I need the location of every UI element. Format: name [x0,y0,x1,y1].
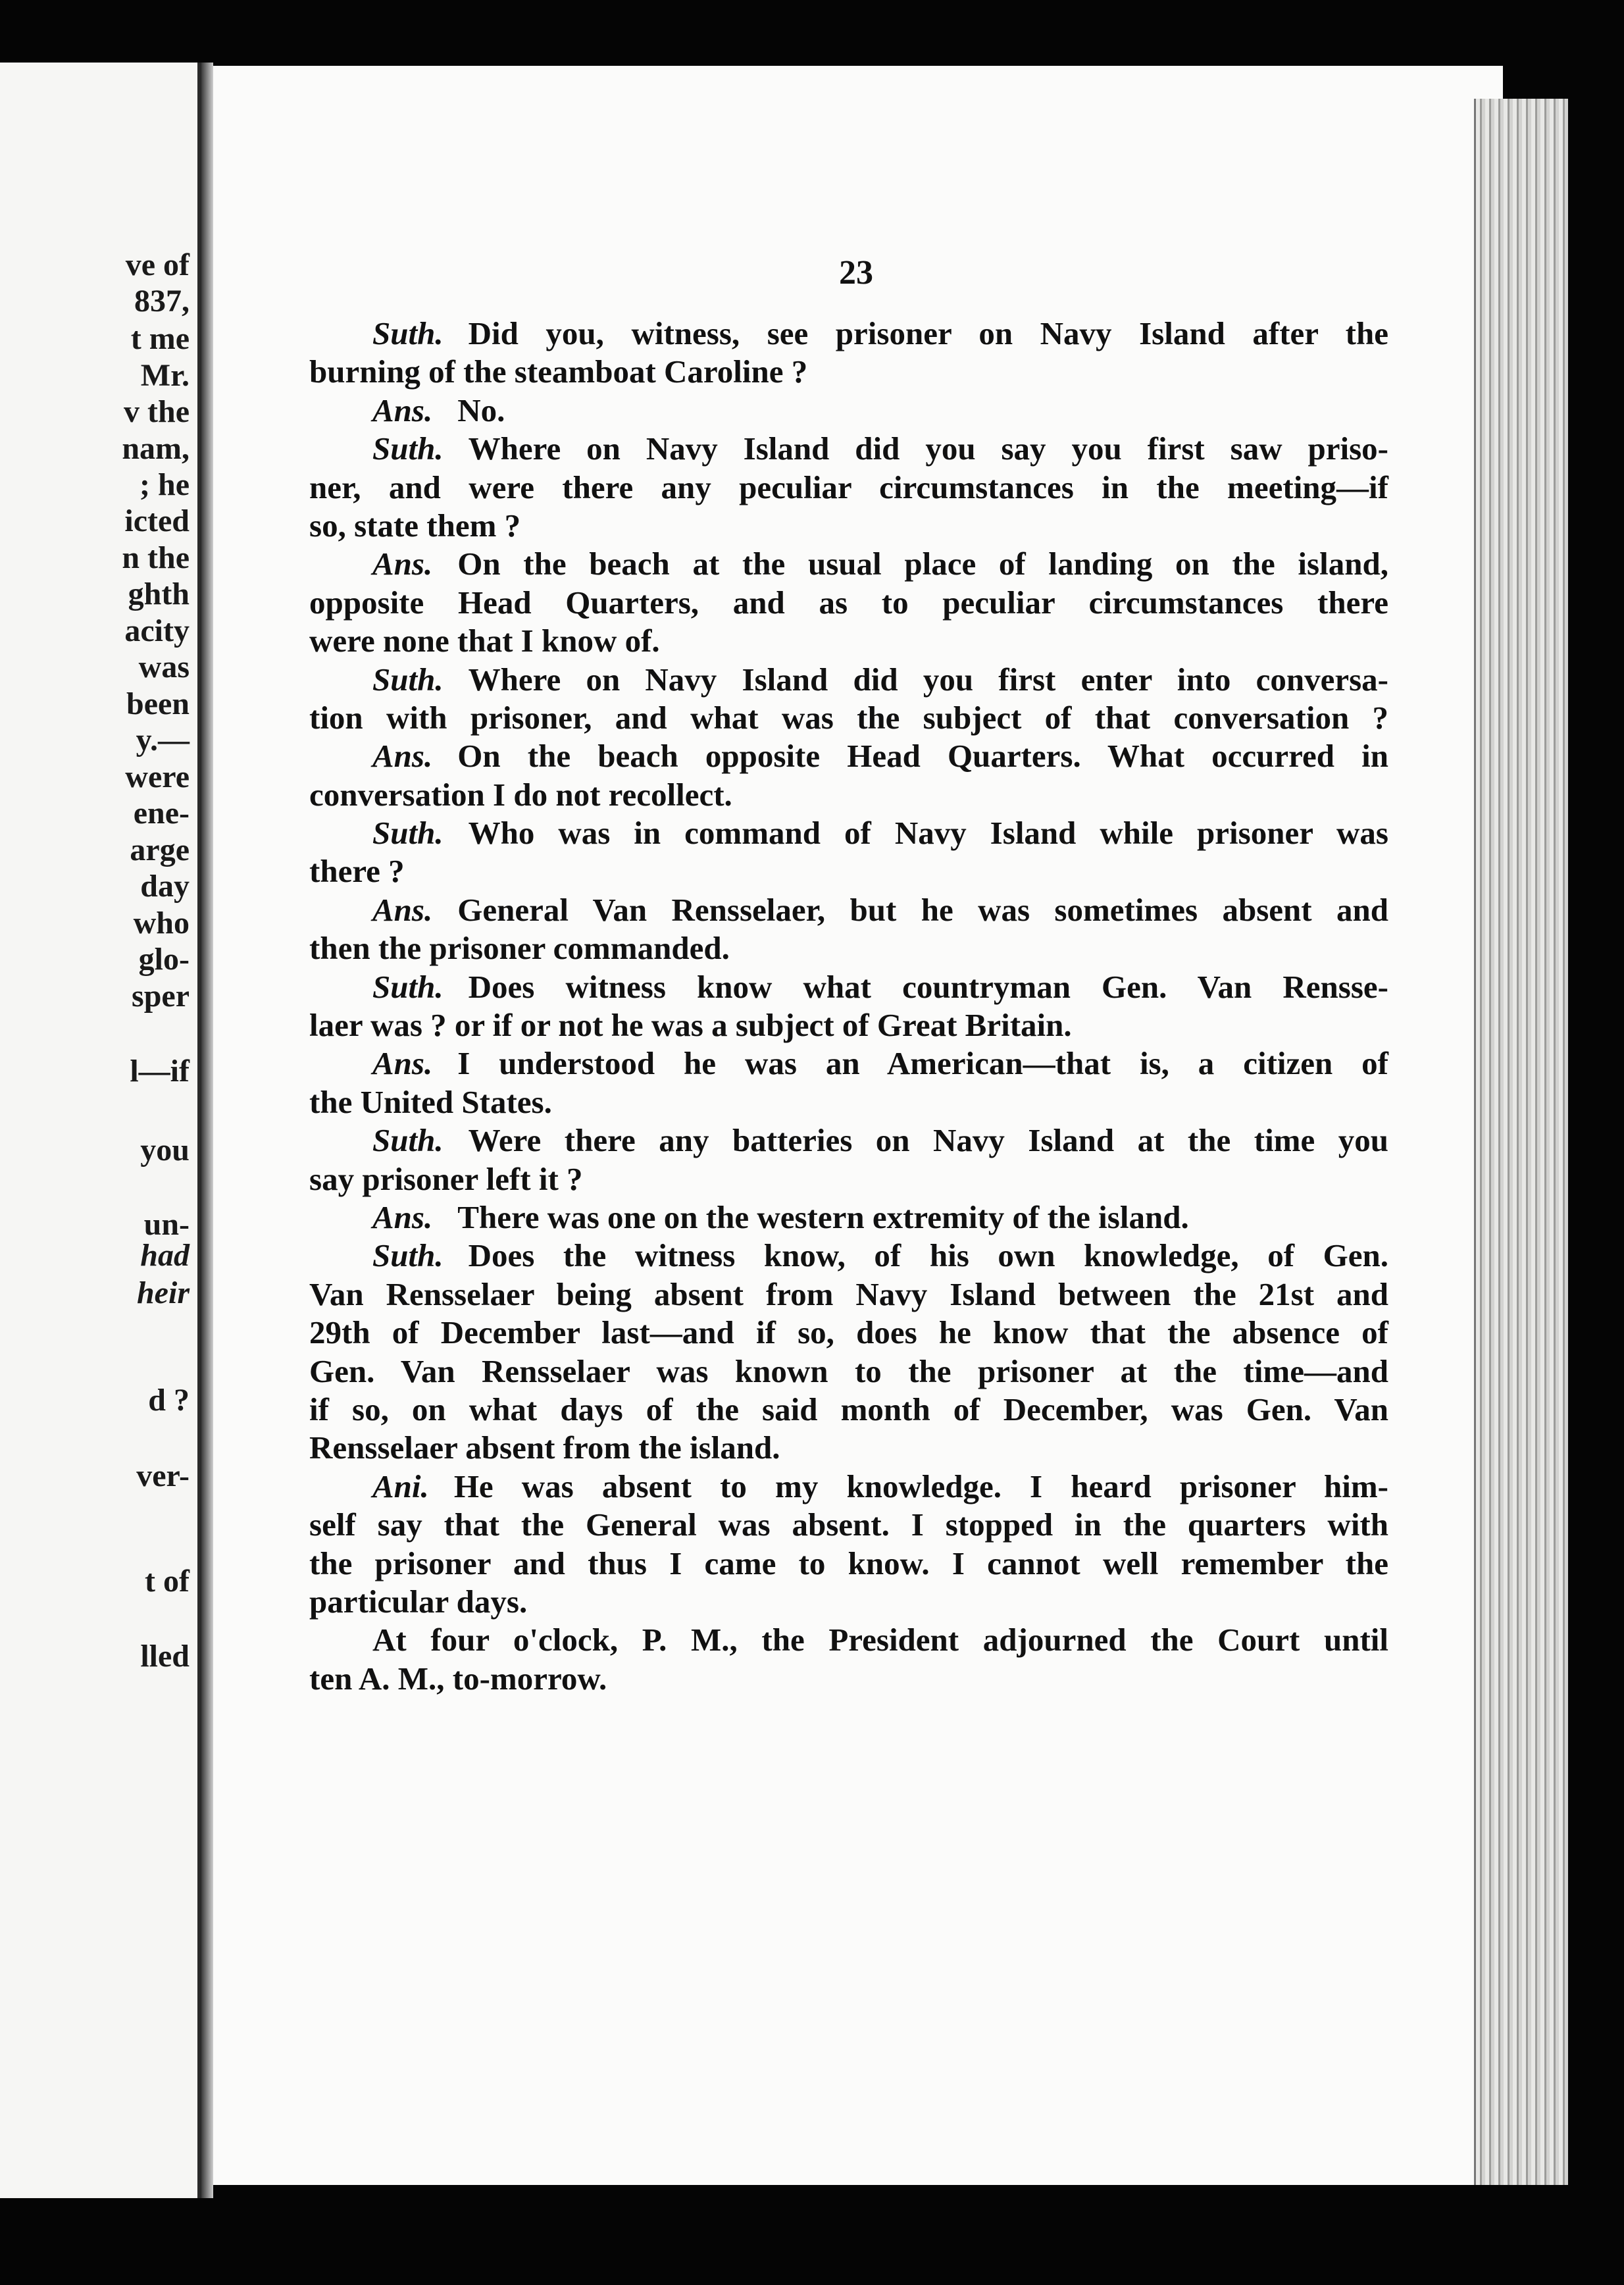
speaker-label: Suth. [372,968,444,1005]
page-text [309,315,1388,1698]
speaker-label: Ans. [372,546,433,582]
speaker-label: Suth. [372,1237,444,1274]
page-number: 23 [839,254,873,292]
speaker-label: Ans. [372,1198,433,1235]
text-line [309,776,1388,814]
text-line [309,814,1388,852]
line-text: the United States. [309,1083,552,1120]
line-text: Where on Navy Island did you first enter into conversa- [468,661,1388,698]
text-line [309,891,1388,929]
left-page-line: lled [140,1639,190,1674]
line-text: then the prisoner commanded. [309,930,730,967]
text-line [309,545,1388,583]
line-text: Rensselaer absent from the island. [309,1429,780,1466]
line-text: Does the witness know, of his own knowledge, of Gen. [468,1237,1388,1274]
line-text: On the beach at the usual place of landing on the island, [457,546,1388,582]
line-text: Did you, witness, see prisoner on Navy Island after the [468,315,1388,351]
left-page-line: day [140,869,190,904]
text-line [309,852,1388,890]
line-text: Were there any batteries on Navy Island at the time you [468,1122,1388,1159]
line-text: General Van Rensselaer, but he was sometimes absent and [457,891,1388,928]
line-text: He was absent to my knowledge. I heard prisoner him- [453,1468,1388,1504]
text-line [309,584,1388,622]
left-page-line: been [126,686,190,721]
left-page-line: you [140,1133,190,1168]
text-line [309,1621,1388,1659]
left-page-line: ene- [133,796,190,831]
left-page-line: Mr. [140,358,190,393]
left-page-line: sper [132,979,190,1014]
line-text: tion with prisoner, and what was the subject of that conversation ? [309,699,1388,736]
text-line [309,1083,1388,1121]
left-page-line: glo- [138,942,190,977]
left-page-line: ve of [125,247,190,282]
line-text: I understood he was an American—that is, a citizen of [457,1045,1388,1082]
text-line [309,1583,1388,1621]
left-page-line: d ? [148,1383,190,1418]
left-page-line: y.— [136,723,190,757]
left-page-line: t of [145,1564,190,1599]
text-line [309,1006,1388,1044]
left-page-line: ver- [136,1458,190,1493]
left-page-line: were [125,759,190,794]
text-line [309,699,1388,737]
left-page-line: ghth [128,577,190,611]
text-line [309,1121,1388,1160]
left-page-line: acity [124,613,190,648]
text-line [309,1160,1388,1198]
line-text: opposite Head Quarters, and as to peculiar circumstances there [309,584,1388,621]
text-line [309,1198,1388,1237]
text-line [309,353,1388,391]
line-text: Where on Navy Island did you say you first saw priso- [468,430,1388,467]
left-page-line: n the [122,540,190,575]
line-text: if so, on what days of the said month of December, was Gen. Van [309,1391,1388,1427]
speaker-label: Ans. [372,891,433,928]
speaker-label: Ans. [372,738,433,775]
text-line [309,1391,1388,1429]
left-page-line: was [138,650,190,684]
text-line [309,1314,1388,1352]
text-line [309,968,1388,1006]
text-line [309,1545,1388,1583]
text-line [309,1352,1388,1391]
text-line [309,622,1388,660]
line-text: Gen. Van Rensselaer was known to the prisoner at the time—and [309,1352,1388,1389]
line-text: No. [457,392,505,428]
text-line [309,1044,1388,1083]
left-page-line: nam, [122,431,190,466]
line-text: self say that the General was absent. I stopped in the quarters with [309,1506,1388,1543]
text-line [309,737,1388,775]
speaker-label: Suth. [372,815,444,852]
page-edges [1474,99,1568,2185]
left-page-line: 837, [134,284,190,319]
speaker-label: Ani. [372,1468,429,1504]
text-line [309,1506,1388,1544]
line-text: the prisoner and thus I came to know. I cannot well remember the [309,1545,1388,1581]
text-line [309,1429,1388,1467]
text-line [309,929,1388,967]
speaker-label: Suth. [372,315,444,351]
text-line [309,661,1388,699]
left-page-line: arge [130,833,190,867]
text-line [309,1660,1388,1698]
line-text: say prisoner left it ? [309,1160,583,1197]
line-text: 29th of December last—and if so, does he know that the absence of [309,1314,1388,1351]
left-page-line: t me [130,321,190,356]
left-page-line: l—if [130,1054,190,1089]
text-line [309,469,1388,507]
left-facing-page [0,63,201,2198]
line-text: were none that I know of. [309,623,660,659]
left-page-line: v the [124,394,190,429]
left-page-line: heir [136,1275,190,1310]
line-text: ten A. M., to-morrow. [309,1660,607,1697]
text-line [309,392,1388,430]
text-line [309,1275,1388,1314]
line-text: ner, and were there any peculiar circumstances in the meeting—if [309,469,1388,505]
left-page-line: who [133,906,190,940]
text-line [309,1468,1388,1506]
line-text: On the beach opposite Head Quarters. What occurred in [457,738,1388,775]
line-text: Does witness know what countryman Gen. Van Rensse- [468,968,1388,1005]
line-text: laer was ? or if or not he was a subject of Great Britain. [309,1007,1072,1044]
line-text: there ? [309,853,405,890]
speaker-label: Ans. [372,392,433,428]
line-text: Van Rensselaer being absent from Navy Island between the 21st and [309,1275,1388,1312]
text-line [309,430,1388,468]
text-line [309,315,1388,353]
text-line [309,1237,1388,1275]
line-text: At four o'clock, P. M., the President adjourned the Court until [372,1622,1388,1658]
speaker-label: Suth. [372,1122,444,1159]
speaker-label: Ans. [372,1045,433,1082]
text-line [309,507,1388,545]
speaker-label: Suth. [372,661,444,698]
left-page-line: ; he [140,467,190,502]
left-page-line: icted [124,503,190,538]
line-text: so, state them ? [309,507,521,544]
line-text: conversation I do not recollect. [309,776,732,813]
left-page-line: had [140,1238,190,1273]
left-page-line: un- [143,1207,190,1242]
line-text: Who was in command of Navy Island while prisoner was [468,815,1388,852]
book-gutter [201,63,213,2198]
line-text: burning of the steamboat Caroline ? [309,353,808,390]
speaker-label: Suth. [372,430,444,467]
line-text: particular days. [309,1583,528,1620]
line-text: There was one on the western extremity of the island. [457,1198,1189,1235]
